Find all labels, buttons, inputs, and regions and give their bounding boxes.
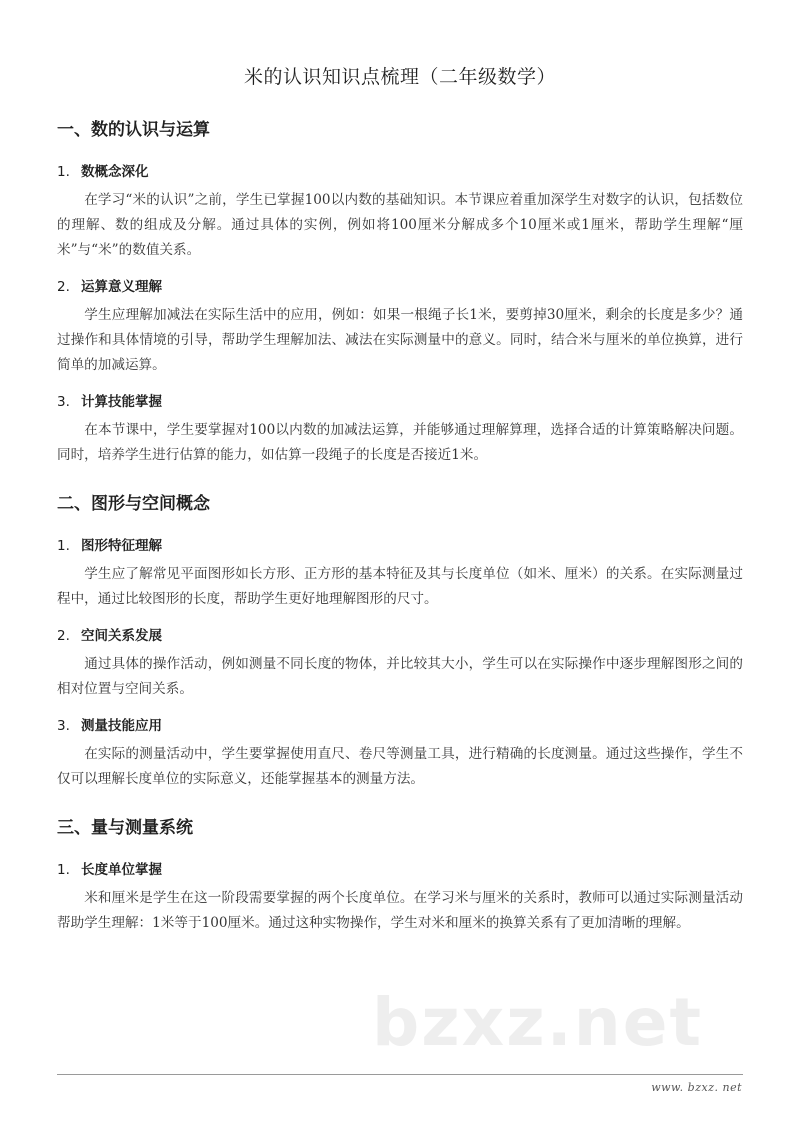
paragraph: 米和厘米是学生在这一阶段需要掌握的两个长度单位。在学习米与厘米的关系时，教师可以通过实际测量活动帮助学生理解：1米等于100厘米。通过这种实物操作，学生对米和厘米的换算关系有了更加清晰的理解。 bbox=[57, 890, 743, 931]
subsection-title: 空间关系发展 bbox=[81, 628, 162, 644]
subsection-title: 测量技能应用 bbox=[81, 718, 162, 734]
subsection-number: 3. bbox=[57, 718, 70, 734]
footer-divider bbox=[57, 1074, 743, 1075]
subsection-heading bbox=[57, 536, 743, 556]
subsection-heading bbox=[57, 277, 743, 297]
paragraph: 通过具体的操作活动，例如测量不同长度的物体，并比较其大小，学生可以在实际操作中逐步理解图形之间的相对位置与空间关系。 bbox=[57, 656, 743, 697]
subsection-heading bbox=[57, 860, 743, 880]
subsection-number: 2. bbox=[57, 279, 70, 295]
paragraph: 在本节课中，学生要掌握对100以内数的加减法运算，并能够通过理解算理，选择合适的计算策略解决问题。同时，培养学生进行估算的能力，如估算一段绳子的长度是否接近1米。 bbox=[57, 422, 743, 463]
footer-url: www. bzxz. net bbox=[651, 1081, 742, 1094]
subsection-title: 数概念深化 bbox=[81, 164, 149, 180]
section-heading: 一、数的认识与运算 bbox=[57, 120, 210, 140]
subsection-number: 1. bbox=[57, 538, 70, 554]
subsection-number: 1. bbox=[57, 164, 70, 180]
paragraph: 学生应了解常见平面图形如长方形、正方形的基本特征及其与长度单位（如米、厘米）的关系。在实际测量过程中，通过比较图形的长度，帮助学生更好地理解图形的尺寸。 bbox=[57, 566, 743, 607]
subsection-title: 长度单位掌握 bbox=[81, 862, 162, 878]
subsection-heading bbox=[57, 626, 743, 646]
section-measurement bbox=[57, 816, 743, 936]
subsection-number: 2. bbox=[57, 628, 70, 644]
subsection-heading bbox=[57, 716, 743, 736]
subsection-title: 图形特征理解 bbox=[81, 538, 162, 554]
subsection-heading bbox=[57, 162, 743, 182]
subsection-number: 3. bbox=[57, 394, 70, 410]
subsection-heading bbox=[57, 392, 743, 412]
paragraph: 在学习“米的认识”之前，学生已掌握100以内数的基础知识。本节课应着重加深学生对数字的认识，包括数位的理解、数的组成及分解。通过具体的实例，例如将100厘米分解成多个10厘米或1厘米，帮助学生理解“厘米”与“米”的数值关系。 bbox=[57, 192, 743, 258]
section-heading: 二、图形与空间概念 bbox=[57, 494, 210, 514]
paragraph: 在实际的测量活动中，学生要掌握使用直尺、卷尺等测量工具，进行精确的长度测量。通过这些操作，学生不仅可以理解长度单位的实际意义，还能掌握基本的测量方法。 bbox=[57, 746, 743, 787]
subsection-number: 1. bbox=[57, 862, 70, 878]
watermark: bzxz.net bbox=[372, 984, 704, 1061]
subsection-title: 计算技能掌握 bbox=[81, 394, 162, 410]
section-shape-space bbox=[57, 492, 743, 792]
document-content bbox=[57, 118, 743, 960]
section-heading: 三、量与测量系统 bbox=[57, 818, 193, 838]
section-number-recognition bbox=[57, 118, 743, 468]
paragraph: 学生应理解加减法在实际生活中的应用，例如：如果一根绳子长1米，要剪掉30厘米，剩余的长度是多少？通过操作和具体情境的引导，帮助学生理解加法、减法在实际测量中的意义。同时，结合米与厘米的单位换算，进行简单的加减运算。 bbox=[57, 307, 743, 373]
document-title: 米的认识知识点梳理（二年级数学） bbox=[243, 66, 556, 88]
subsection-title: 运算意义理解 bbox=[81, 279, 162, 295]
